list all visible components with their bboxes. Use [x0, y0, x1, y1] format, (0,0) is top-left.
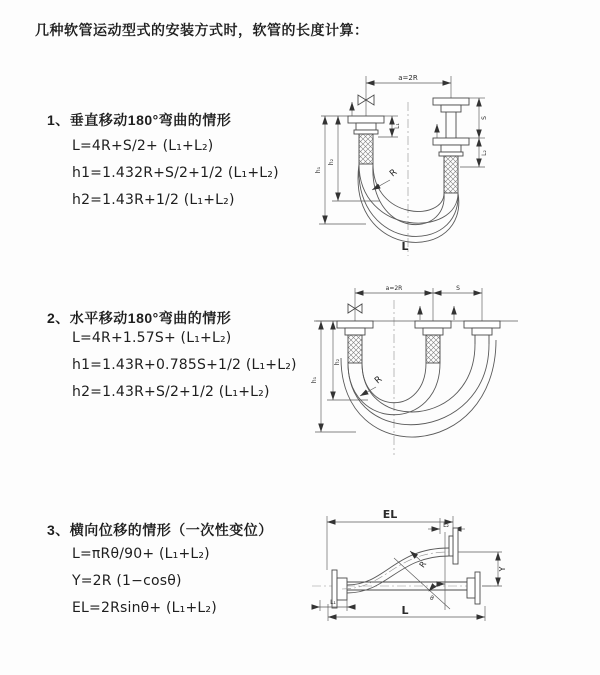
- l1-label: L₁: [394, 123, 401, 129]
- movement-arrows: [420, 306, 454, 320]
- l-label: L: [401, 240, 409, 253]
- section-1-formula-h1: h1=1.432R+S/2+1/2 (L₁+L₂): [72, 165, 279, 181]
- section-2-formula-h1: h1=1.43R+0.785S+1/2 (L₁+L₂): [72, 357, 297, 373]
- middle-pipe-assembly: [415, 321, 451, 363]
- right-pipe-assembly: [464, 321, 500, 344]
- section-3-formula-L: L=πRθ/90+ (L₁+L₂): [72, 546, 210, 562]
- upper-right-flange: [449, 528, 502, 564]
- radius-callout: [410, 551, 428, 569]
- left-pipe-assembly: [337, 321, 373, 363]
- braided-hose-section: [359, 134, 373, 164]
- s-label: S: [456, 285, 460, 292]
- section-1-formula-L: L=4R+S/2+ (L₁+L₂): [72, 138, 214, 154]
- dimension-l: [328, 604, 485, 621]
- section-3-formula-Y: Y=2R (1−cosθ): [72, 573, 182, 589]
- dimension-y: [482, 552, 507, 586]
- theta-construction: [394, 532, 450, 610]
- hose-curves: [341, 340, 496, 437]
- l2-label: L₂: [481, 150, 488, 156]
- h2-label: h₂: [334, 358, 341, 366]
- a2r-label: a=2R: [385, 285, 403, 292]
- y-label: Y: [498, 566, 507, 572]
- section-3-formula-EL: EL=2Rsinθ+ (L₁+L₂): [72, 600, 217, 616]
- a2r-label: a=2R: [398, 74, 418, 82]
- section-2-heading: 2、水平移动180°弯曲的情形: [47, 310, 232, 326]
- section-1-heading: 1、垂直移动180°弯曲的情形: [47, 112, 232, 128]
- theta-label: θ: [430, 595, 434, 602]
- dimension-el: [327, 508, 453, 570]
- dimension-a2r: [355, 285, 482, 321]
- l2-label: L₂: [443, 522, 449, 529]
- l-label: L: [401, 604, 409, 617]
- braided-hose-section: [348, 335, 362, 363]
- right-pipe-assembly: [433, 98, 469, 193]
- r-label: R: [417, 559, 429, 570]
- braided-hose-section: [444, 156, 458, 193]
- straight-pipe-original-position: [347, 572, 480, 604]
- dimension-s: [460, 98, 488, 167]
- section-3-heading: 3、横向位移的情形（一次性变位）: [47, 522, 273, 538]
- el-label: EL: [382, 508, 398, 521]
- section-1-formula-h2: h2=1.43R+1/2 (L₁+L₂): [72, 192, 235, 208]
- diagram-vertical-movement-180-bend: [308, 64, 600, 262]
- dimension-l1: [312, 596, 355, 611]
- section-2-formula-h2: h2=1.43R+S/2+1/2 (L₁+L₂): [72, 384, 270, 400]
- braided-hose-section: [426, 335, 440, 363]
- h1-label: h₁: [315, 166, 322, 174]
- r-label: R: [373, 374, 385, 387]
- r-label: R: [388, 167, 400, 180]
- dimension-l2: [428, 518, 465, 534]
- diagram-horizontal-movement-180-bend: [306, 280, 600, 462]
- s-label: S: [481, 116, 488, 120]
- dimension-a2r: [366, 74, 451, 116]
- left-pipe-assembly: [348, 116, 384, 164]
- diagram-lateral-displacement: [298, 498, 600, 646]
- page-title: 几种软管运动型式的安装方式时，软管的长度计算：: [35, 22, 369, 38]
- h1-label: h₁: [311, 376, 318, 384]
- section-2-formula-L: L=4R+1.57S+ (L₁+L₂): [72, 330, 232, 346]
- radius-callout: [372, 168, 399, 190]
- l1-label: L₁: [330, 599, 336, 606]
- h2-label: h₂: [328, 158, 335, 166]
